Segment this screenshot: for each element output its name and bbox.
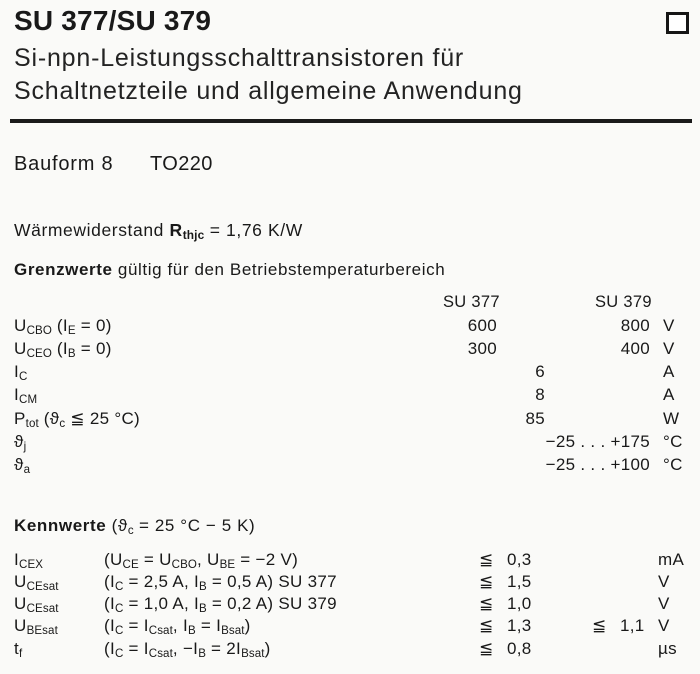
- row-condition: ($I_C = I_{Csat}$, $-I_B = 2I_{Bsat}$): [104, 639, 271, 660]
- package-label: Bauform 8: [14, 153, 114, 175]
- thermal-resistance-line: [14, 220, 303, 241]
- row-symbol: $I_{CM}$: [14, 385, 38, 406]
- row-unit: V: [658, 572, 670, 591]
- row-symbol: $U_{CEsat}$: [14, 594, 59, 615]
- row-value-su379: 800: [620, 316, 650, 335]
- row-unit: V: [658, 616, 670, 635]
- row-condition: ($I_C = I_{Csat}$, $I_B = I_{Bsat}$): [104, 616, 251, 637]
- row-lte-sign: ≦: [479, 572, 494, 592]
- subtitle-line-1: Si-npn-Leistungsschalttransistoren für: [14, 44, 465, 72]
- section-heading-kennwerte: [14, 516, 255, 536]
- row-symbol: $U_{BEsat}$: [14, 616, 58, 637]
- row-value-range: −25 . . . +100: [545, 455, 650, 474]
- row-unit: V: [663, 339, 675, 358]
- row-symbol: $U_{CBO}$ $(I_E = 0)$: [14, 316, 112, 337]
- row-limit-value-2: 1,1: [620, 616, 645, 635]
- row-unit: mA: [658, 550, 685, 569]
- row-lte-sign: ≦: [479, 639, 494, 659]
- row-unit: µs: [658, 639, 677, 658]
- row-condition: ($U_{CE} = U_{CBO}$, $U_{BE} = -2$ V): [104, 550, 299, 571]
- row-value-shared: 85: [525, 409, 545, 428]
- row-value-range: −25 . . . +175: [545, 432, 650, 451]
- row-limit-value: 1,5: [507, 572, 532, 591]
- row-unit: °C: [663, 432, 683, 451]
- row-limit-value: 1,3: [507, 616, 532, 635]
- corner-box-icon: [666, 12, 689, 34]
- row-symbol: $U_{CEO}$ $(I_B = 0)$: [14, 339, 112, 360]
- column-header-su377: SU 377: [443, 293, 500, 311]
- row-unit: W: [663, 409, 680, 428]
- section-heading-grenzwerte: [14, 260, 445, 280]
- row-limit-value: 0,8: [507, 639, 532, 658]
- row-symbol: $I_C$: [14, 362, 28, 383]
- grenzwerte-heading-rest: gültig für den Betriebstemperaturbereich: [117, 260, 446, 279]
- row-value-su377: 600: [467, 316, 497, 335]
- row-lte-sign-2: ≦: [592, 616, 607, 636]
- row-value-su379: 400: [620, 339, 650, 358]
- row-limit-value: 1,0: [507, 594, 532, 613]
- kennwerte-heading-bold: Kennwerte: [14, 516, 107, 535]
- package-value: TO220: [150, 153, 213, 175]
- row-limit-value: 0,3: [507, 550, 532, 569]
- row-unit: °C: [663, 455, 683, 474]
- column-header-su379: SU 379: [595, 293, 652, 311]
- row-symbol: $t_f$: [14, 639, 23, 660]
- row-lte-sign: ≦: [479, 594, 494, 614]
- header-divider-rule: [10, 119, 692, 123]
- row-condition: ($I_C = 1,0$ A, $I_B = 0,2$ A) SU 379: [104, 594, 337, 615]
- row-unit: A: [663, 362, 675, 381]
- thermal-symbol: $R_{thjc}$: [169, 220, 205, 242]
- grenzwerte-heading-bold: Grenzwerte: [14, 260, 113, 279]
- row-unit: V: [663, 316, 675, 335]
- row-symbol: $ϑ_a$: [14, 455, 31, 476]
- kennwerte-heading-rest: ($ϑ_c = 25$ °C − 5 K): [111, 516, 256, 537]
- row-value-su377: 300: [467, 339, 497, 358]
- row-unit: A: [663, 385, 675, 404]
- row-unit: V: [658, 594, 670, 613]
- thermal-value: = 1,76 K/W: [209, 220, 303, 240]
- row-symbol: $I_{CEX}$: [14, 550, 44, 571]
- row-condition: ($I_C = 2,5$ A, $I_B = 0,5$ A) SU 377: [104, 572, 337, 593]
- thermal-prefix: Wärmewiderstand: [14, 220, 165, 240]
- subtitle-line-2: Schaltnetzteile und allgemeine Anwendung: [14, 77, 523, 105]
- row-value-shared: 6: [535, 362, 545, 381]
- page-title: SU 377/SU 379: [14, 5, 212, 36]
- row-value-shared: 8: [535, 385, 545, 404]
- row-symbol: $U_{CEsat}$: [14, 572, 59, 593]
- row-lte-sign: ≦: [479, 550, 494, 570]
- row-symbol: $P_{tot}$ ($ϑ_c$ ≦ 25 °C): [14, 409, 141, 430]
- row-symbol: $ϑ_j$: [14, 432, 27, 453]
- row-lte-sign: ≦: [479, 616, 494, 636]
